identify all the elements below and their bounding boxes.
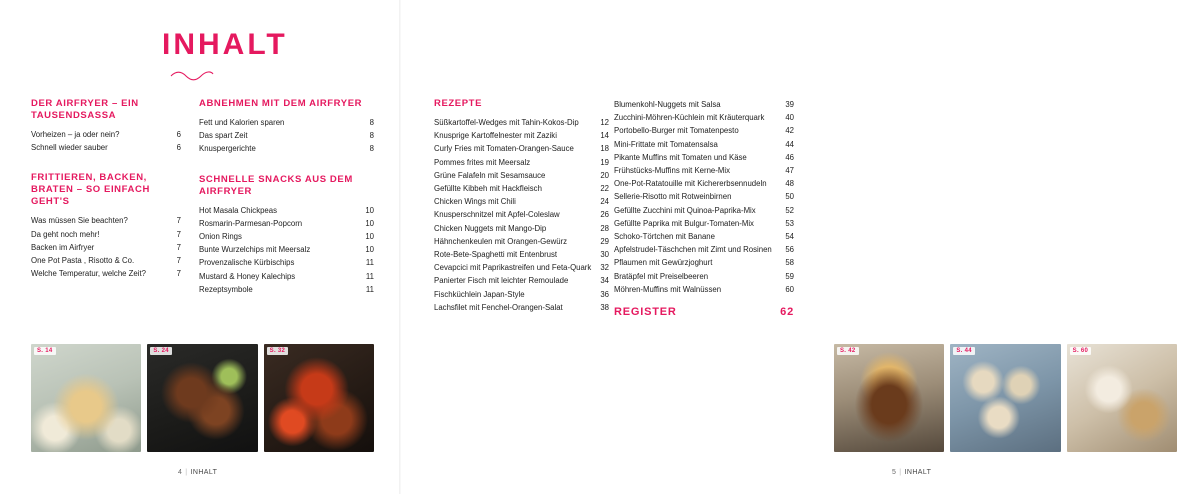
toc-leader — [299, 278, 366, 279]
toc-entry-page: 10 — [365, 218, 374, 228]
toc-entry-label: Vorheizen – ja oder nein? — [31, 130, 120, 139]
toc-entry-label: Welche Temperatur, welche Zeit? — [31, 269, 146, 279]
squiggle-divider — [170, 70, 214, 80]
toc-entry-label: Gefüllte Zucchini mit Quinoa-Paprika-Mix — [614, 205, 756, 215]
toc-entry[interactable] — [434, 156, 609, 169]
toc-leader — [103, 236, 176, 237]
toc-entry-label: Panierter Fisch mit leichter Remoulade — [434, 276, 569, 286]
toc-entry[interactable] — [434, 288, 609, 301]
toc-entry-label: Pflaumen mit Gewürzjoghurt — [614, 258, 713, 268]
toc-entry-label: Pikante Muffins mit Tomaten und Käse — [614, 152, 747, 162]
toc-entry[interactable] — [199, 243, 374, 256]
toc-entry-label: Frühstücks-Muffins mit Kerne-Mix — [614, 166, 730, 176]
toc-entry-label: Schnell wieder sauber — [31, 143, 108, 153]
toc-leader — [550, 230, 600, 231]
toc-entry-label: Mustard & Honey Kalechips — [199, 271, 296, 281]
toc-entry-label: Fett und Kalorien sparen — [199, 118, 285, 127]
toc-entry-page: 40 — [785, 113, 794, 123]
toc-entry-page: 30 — [600, 250, 609, 260]
toc-entry[interactable] — [434, 116, 609, 129]
toc-entry-page: 32 — [600, 263, 609, 273]
toc-register[interactable] — [614, 306, 794, 318]
toc-register-page: 62 — [780, 306, 794, 319]
toc-entry[interactable] — [199, 142, 374, 155]
toc-leader — [520, 203, 600, 204]
photo-carrot-muffins — [1067, 344, 1177, 452]
toc-leader — [529, 296, 601, 297]
page-left — [0, 0, 400, 494]
footer-label: INHALT — [190, 469, 218, 476]
toc-entry-label: Zucchini-Möhren-Küchlein mit Kräuterquark — [614, 113, 765, 123]
toc-entry-label: Schoko-Törtchen mit Banane — [614, 232, 715, 242]
toc-entry[interactable] — [614, 256, 794, 269]
toc-entry-page: 7 — [176, 269, 181, 279]
photo-portobello-burger — [834, 344, 944, 452]
toc-entry-label: One Pot Pasta , Risotto & Co. — [31, 256, 135, 266]
toc-leader — [571, 243, 600, 244]
toc-register-label: REGISTER — [614, 306, 677, 319]
toc-section-heading: DER AIRFRYER – EIN TAUSENDSASSA — [31, 98, 139, 121]
toc-entry[interactable] — [614, 111, 794, 124]
toc-entry-page: 60 — [785, 284, 794, 294]
toc-leader — [743, 132, 786, 133]
toc-leader — [578, 150, 600, 151]
toc-entry-page: 12 — [600, 118, 609, 127]
toc-leader — [716, 264, 785, 265]
toc-column-1 — [31, 98, 181, 280]
toc-entry-label: Knusperschnitzel mit Apfel-Coleslaw — [434, 210, 560, 220]
toc-entry-page: 34 — [600, 276, 609, 286]
photo-chicken-wings — [147, 344, 257, 452]
toc-entry-page: 53 — [785, 218, 794, 228]
toc-entry[interactable] — [31, 254, 181, 267]
toc-entry-page: 38 — [600, 302, 609, 312]
toc-leader — [758, 225, 785, 226]
toc-entry-label: Sellerie-Risotto mit Rotweinbirnen — [614, 192, 732, 202]
toc-leader — [725, 106, 786, 107]
toc-leader — [138, 262, 177, 263]
toc-entry-page: 58 — [785, 258, 794, 268]
toc-entry-page: 20 — [600, 170, 609, 180]
toc-entry-page: 54 — [785, 232, 794, 242]
toc-column-2 — [199, 98, 374, 296]
toc-leader — [722, 146, 785, 147]
toc-entry-page: 22 — [600, 184, 609, 194]
toc-entry-label: Mini-Frittate mit Tomatensalsa — [614, 139, 718, 149]
toc-leader — [98, 249, 176, 250]
toc-entry-label: Provenzalische Kürbischips — [199, 258, 295, 268]
toc-entry-label: Bratäpfel mit Preiselbeeren — [614, 271, 709, 281]
toc-leader — [561, 256, 600, 257]
toc-entry-label: Was müssen Sie beachten? — [31, 216, 128, 226]
toc-entry-page: 6 — [176, 143, 181, 153]
toc-entry[interactable] — [614, 217, 794, 230]
toc-entry[interactable] — [614, 270, 794, 283]
toc-entry-page: 28 — [600, 223, 609, 233]
toc-entry[interactable] — [614, 190, 794, 203]
toc-entry-page: 7 — [176, 229, 181, 239]
toc-entry-label: Lachsfilet mit Fenchel-Orangen-Salat — [434, 302, 563, 312]
toc-entry[interactable] — [614, 177, 794, 190]
toc-entry-page: 24 — [600, 197, 609, 207]
toc-entry-page: 10 — [365, 232, 374, 242]
toc-entry[interactable] — [434, 182, 609, 195]
toc-leader — [549, 177, 600, 178]
toc-entry[interactable] — [614, 283, 794, 296]
photo-potato-nest — [31, 344, 141, 452]
toc-entry[interactable] — [31, 241, 181, 254]
toc-entry-page: 8 — [369, 131, 374, 141]
toc-entry[interactable] — [199, 256, 374, 269]
toc-entry[interactable] — [614, 204, 794, 217]
toc-entry-label: Gefüllte Paprika mit Bulgur-Tomaten-Mix — [614, 218, 754, 228]
footer-page-number: 4 — [178, 469, 183, 476]
toc-entry-page: 19 — [600, 157, 609, 167]
toc-entry[interactable] — [434, 222, 609, 235]
page-right — [400, 0, 1089, 494]
toc-leader — [572, 282, 600, 283]
photo-cevapcici — [264, 344, 374, 452]
footer-label: INHALT — [904, 469, 932, 476]
toc-leader — [734, 172, 785, 173]
toc-entry[interactable] — [614, 151, 794, 164]
toc-entry[interactable] — [614, 243, 794, 256]
toc-leader — [567, 309, 601, 310]
toc-entry-page: 7 — [176, 242, 181, 252]
toc-leader — [751, 159, 786, 160]
toc-entry-page: 56 — [785, 245, 794, 255]
toc-entry-label: Das spart Zeit — [199, 131, 248, 141]
photo-page-badge: S. 42 — [837, 347, 859, 355]
toc-leader — [298, 264, 366, 265]
toc-entry-label: Rote-Bete-Spaghetti mit Entenbrust — [434, 250, 558, 260]
toc-leader — [760, 212, 786, 213]
toc-entry-page: 47 — [785, 166, 794, 176]
toc-leader — [260, 150, 370, 151]
toc-entry-label: Apfelstrudel-Täschchen mit Zimt und Rosinen — [614, 245, 772, 255]
toc-entry-label: Rosmarin-Parmesan-Popcorn — [199, 218, 303, 228]
photo-page-badge: S. 14 — [34, 347, 56, 355]
toc-entry-label: Möhren-Muffins mit Walnüssen — [614, 284, 722, 294]
toc-leader — [257, 291, 366, 292]
toc-entry-page: 46 — [785, 152, 794, 162]
toc-entry-label: Rezeptsymbole — [199, 284, 253, 294]
toc-section-heading: REZEPTE — [434, 98, 483, 109]
toc-entry[interactable] — [434, 195, 609, 208]
toc-entry[interactable] — [434, 274, 609, 287]
toc-entry[interactable] — [434, 235, 609, 248]
toc-entry-page: 44 — [785, 139, 794, 149]
toc-entry[interactable] — [434, 261, 609, 274]
toc-entry-label: One-Pot-Ratatouille mit Kichererbsennudeln — [614, 179, 767, 189]
toc-leader — [725, 291, 785, 292]
toc-entry[interactable] — [434, 248, 609, 261]
toc-entry[interactable] — [199, 270, 374, 283]
toc-entry[interactable] — [31, 141, 181, 154]
toc-entry-page: 48 — [785, 179, 794, 189]
toc-entry[interactable] — [31, 128, 181, 141]
toc-entry-label: Da geht noch mehr! — [31, 229, 100, 239]
toc-entry-label: Süßkartoffel-Wedges mit Tahin-Kokos-Dip — [434, 118, 579, 127]
toc-leader — [776, 251, 786, 252]
toc-entry-label: Knuspergerichte — [199, 144, 256, 154]
toc-entry-page: 11 — [365, 284, 374, 294]
toc-entry-page: 8 — [369, 118, 374, 127]
toc-entry[interactable] — [199, 129, 374, 142]
toc-leader — [768, 119, 785, 120]
toc-leader — [246, 238, 365, 239]
toc-leader — [561, 137, 600, 138]
toc-leader — [735, 198, 785, 199]
photo-strip-left — [31, 344, 374, 452]
toc-leader — [314, 251, 365, 252]
toc-entry-label: Fischküchlein Japan-Style — [434, 289, 525, 299]
toc-leader — [534, 164, 600, 165]
photo-page-badge: S. 44 — [953, 347, 975, 355]
toc-leader — [306, 225, 365, 226]
toc-entry-page: 52 — [785, 205, 794, 215]
footer-left: 4 | INHALT — [178, 469, 218, 476]
toc-leader — [252, 137, 370, 138]
toc-entry[interactable] — [31, 214, 181, 227]
toc-entry-label: Chicken Wings mit Chili — [434, 197, 516, 207]
toc-entry-label: Hähnchenkeulen mit Orangen-Gewürz — [434, 236, 568, 246]
toc-leader — [281, 212, 365, 213]
toc-entry-label: Cevapcici mit Paprikastreifen und Feta-Quark — [434, 263, 592, 273]
toc-entry[interactable] — [199, 283, 374, 296]
footer-right: 5 | INHALT — [892, 469, 932, 476]
toc-entry[interactable] — [434, 129, 609, 142]
photo-page-badge: S. 32 — [267, 347, 289, 355]
footer-page-number: 5 — [892, 469, 897, 476]
toc-leader — [150, 275, 177, 276]
toc-entry-page: 26 — [600, 210, 609, 220]
toc-section-heading: FRITTIEREN, BACKEN, BRATEN – SO EINFACH GEHT'S — [31, 172, 150, 208]
toc-leader — [771, 185, 786, 186]
toc-column-4 — [614, 98, 794, 318]
toc-leader — [288, 124, 369, 125]
toc-entry-page: 10 — [365, 245, 374, 255]
toc-entry-label: Backen im Airfryer — [31, 242, 95, 252]
toc-entry-page: 7 — [176, 256, 181, 266]
toc-leader — [583, 124, 601, 125]
toc-entry-page: 10 — [365, 205, 374, 215]
toc-entry-page: 6 — [176, 130, 181, 139]
toc-entry-label: Curly Fries mit Tomaten-Orangen-Sauce — [434, 144, 574, 154]
toc-entry-page: 39 — [785, 100, 794, 109]
toc-entry[interactable] — [434, 301, 609, 314]
toc-entry[interactable] — [614, 124, 794, 137]
toc-entry-page: 29 — [600, 236, 609, 246]
photo-strip-right — [834, 344, 1177, 452]
toc-entry[interactable] — [199, 230, 374, 243]
toc-entry[interactable] — [434, 169, 609, 182]
photo-page-badge: S. 24 — [150, 347, 172, 355]
toc-entry-page: 50 — [785, 192, 794, 202]
toc-entry-label: Onion Rings — [199, 232, 242, 242]
toc-entry[interactable] — [614, 98, 794, 111]
toc-entry-label: Grüne Falafeln mit Sesamsauce — [434, 170, 546, 180]
toc-entry-page: 11 — [365, 271, 374, 281]
toc-leader — [112, 149, 177, 150]
toc-leader — [546, 190, 600, 191]
toc-leader — [719, 238, 785, 239]
toc-entry-page: 42 — [785, 126, 794, 136]
toc-leader — [712, 278, 785, 279]
toc-entry[interactable] — [434, 142, 609, 155]
toc-entry[interactable] — [31, 228, 181, 241]
toc-leader — [564, 216, 601, 217]
toc-leader — [123, 136, 176, 137]
toc-entry[interactable] — [199, 204, 374, 217]
toc-entry-page: 14 — [600, 131, 609, 141]
page-title: INHALT — [162, 28, 288, 61]
toc-entry-page: 8 — [369, 144, 374, 154]
toc-entry[interactable] — [199, 217, 374, 230]
toc-entry-page: 7 — [176, 216, 181, 226]
photo-mini-frittate — [950, 344, 1060, 452]
toc-entry[interactable] — [199, 116, 374, 129]
toc-entry-label: Pommes frites mit Meersalz — [434, 157, 531, 167]
toc-entry[interactable] — [614, 138, 794, 151]
toc-entry-label: Knusprige Kartoffelnester mit Zaziki — [434, 131, 557, 141]
toc-entry[interactable] — [31, 267, 181, 280]
toc-entry-label: Portobello-Burger mit Tomatenpesto — [614, 126, 739, 136]
toc-entry-page: 59 — [785, 271, 794, 281]
toc-entry-page: 11 — [365, 258, 374, 268]
toc-entry-label: Hot Masala Chickpeas — [199, 205, 278, 215]
toc-leader — [132, 222, 177, 223]
toc-section-heading: ABNEHMEN MIT DEM AIRFRYER — [199, 98, 363, 109]
toc-entry[interactable] — [614, 230, 794, 243]
toc-entry[interactable] — [614, 164, 794, 177]
toc-entry-label: Gefüllte Kibbeh mit Hackfleisch — [434, 184, 542, 194]
toc-section-heading: SCHNELLE SNACKS AUS DEM AIRFRYER — [199, 173, 353, 197]
toc-entry-label: Bunte Wurzelchips mit Meersalz — [199, 245, 311, 255]
toc-entry-label: Chicken Nuggets mit Mango-Dip — [434, 223, 547, 233]
toc-entry-page: 36 — [600, 289, 609, 299]
toc-entry[interactable] — [434, 208, 609, 221]
toc-column-3 — [434, 98, 609, 314]
toc-entry-label: Blumenkohl-Nuggets mit Salsa — [614, 100, 721, 109]
toc-entry-page: 18 — [600, 144, 609, 154]
photo-page-badge: S. 60 — [1070, 347, 1092, 355]
